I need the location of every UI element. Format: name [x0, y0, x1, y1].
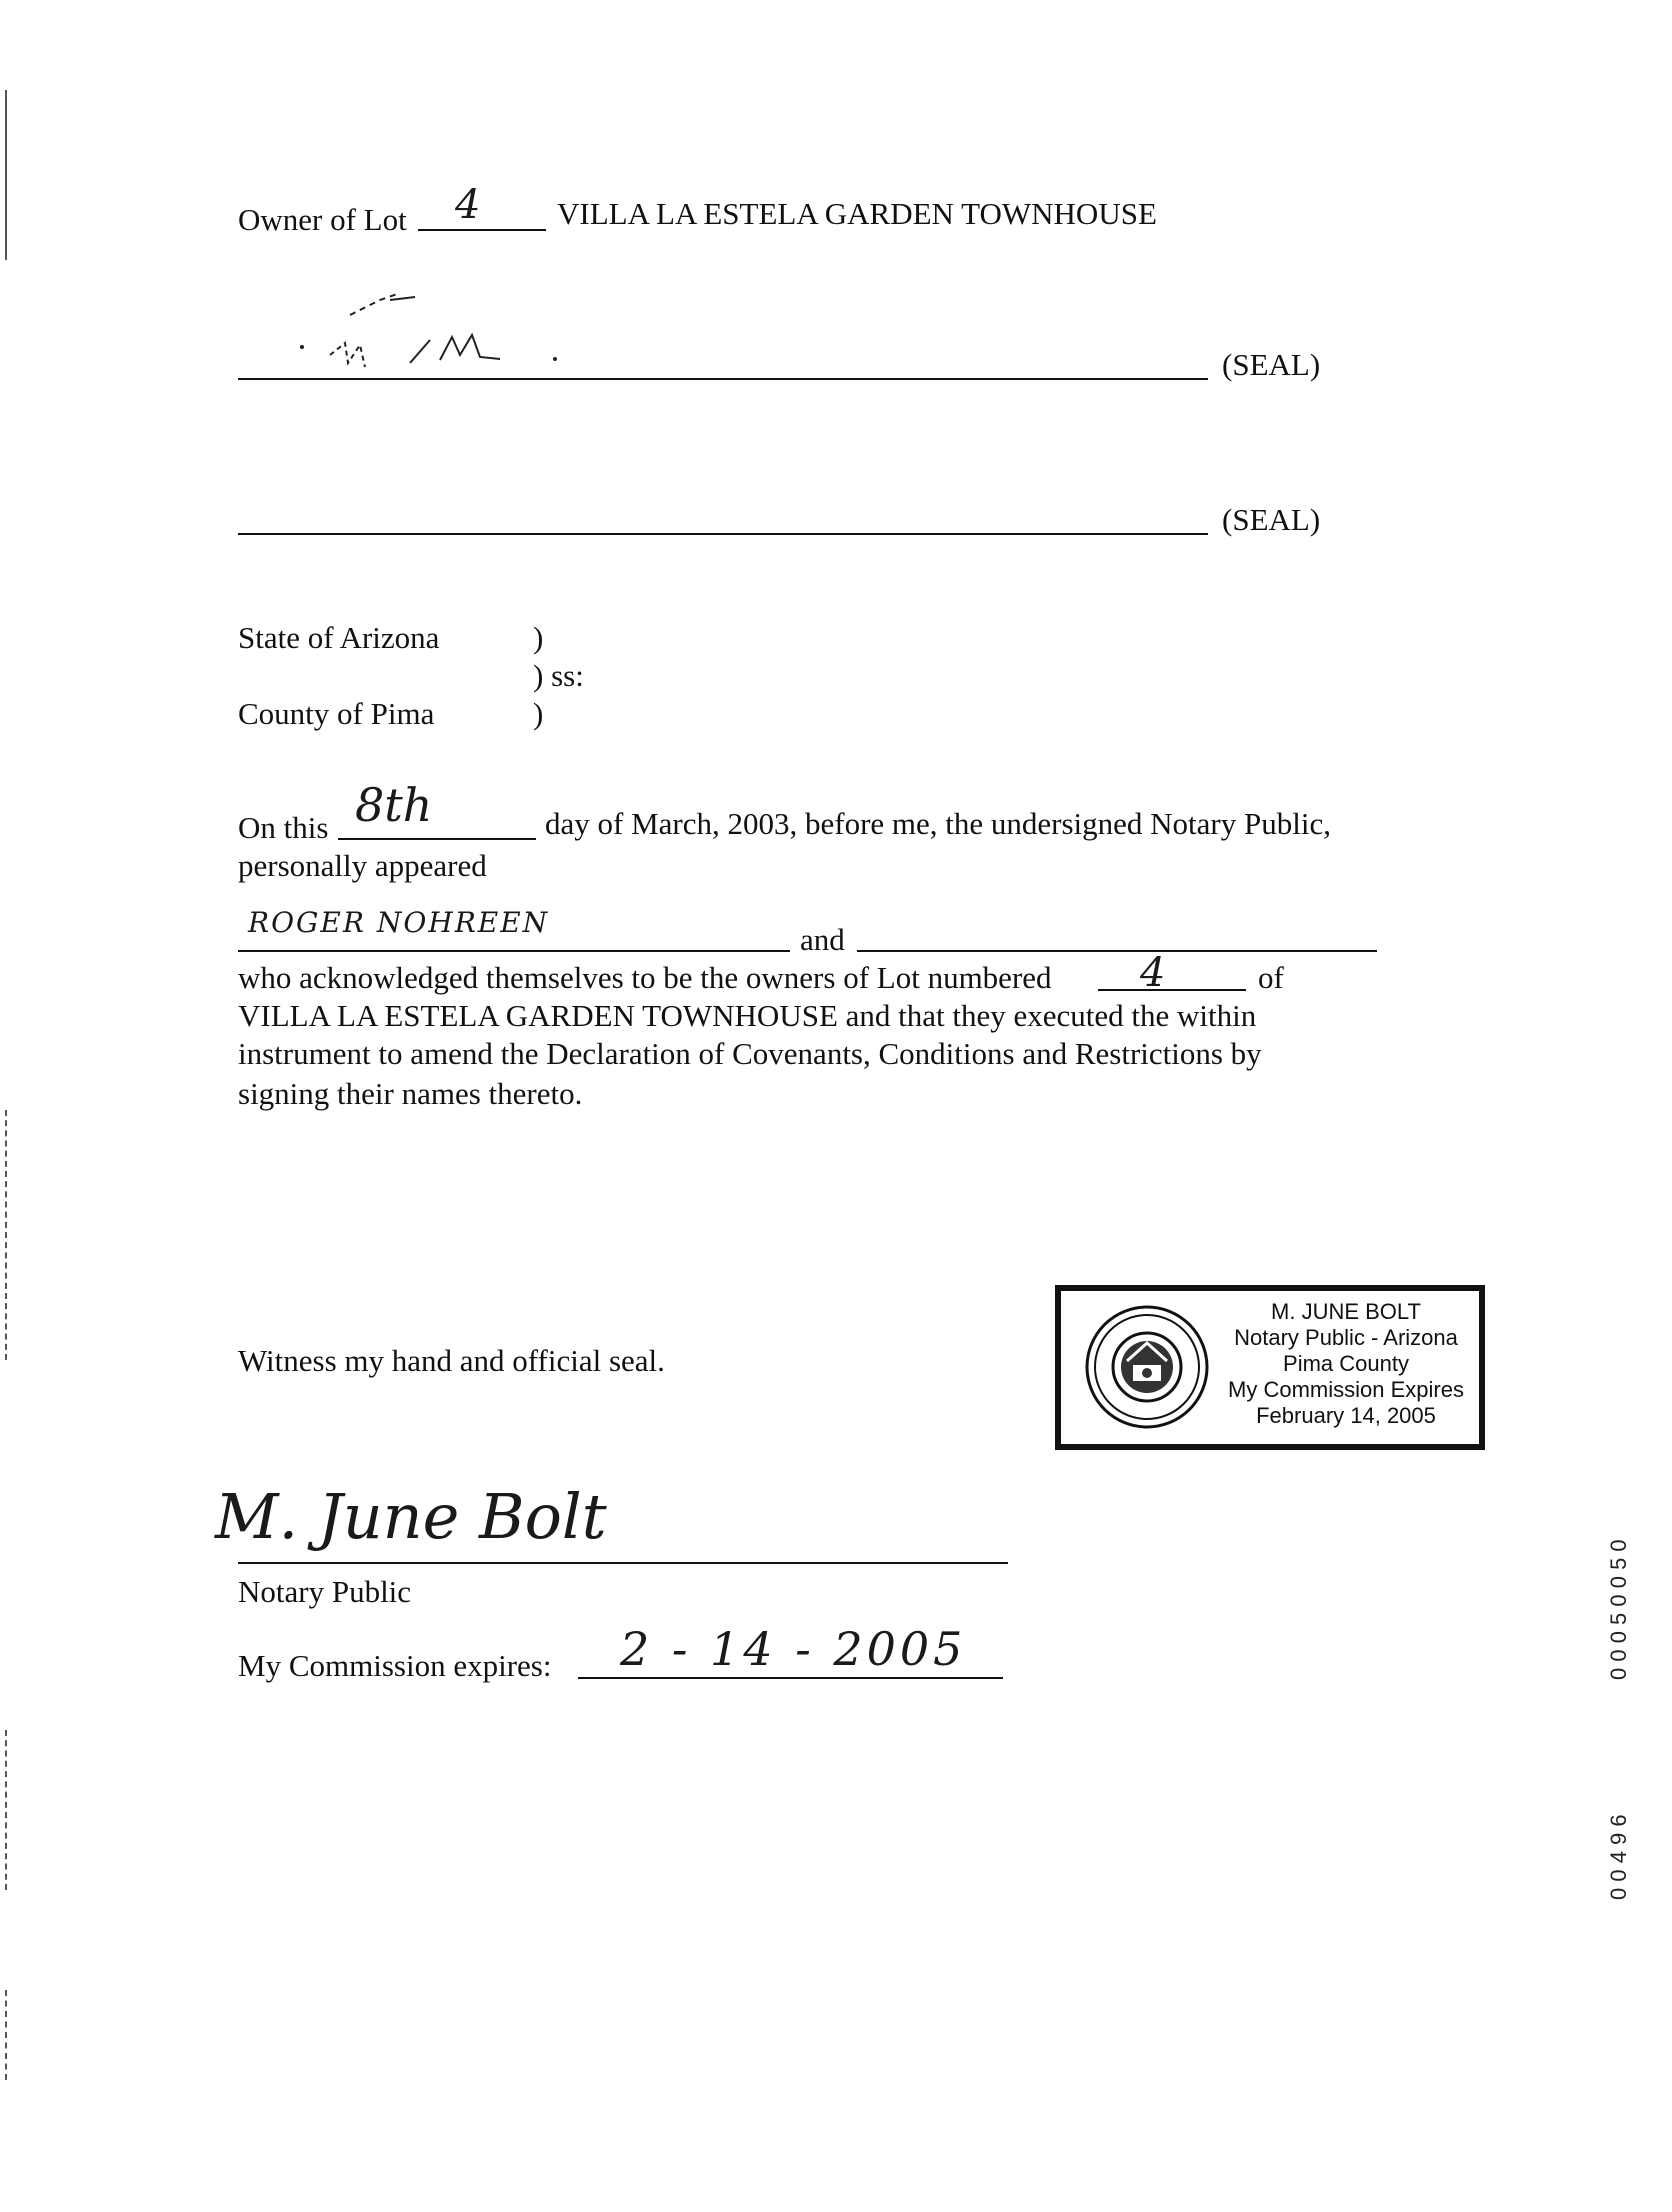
- ack-line-1-rest: day of March, 2003, before me, the undersigned Notary Public,: [545, 806, 1331, 841]
- county-label: County of Pima: [238, 696, 435, 731]
- owner-of-lot-label: Owner of Lot: [238, 202, 407, 237]
- day-line: [338, 838, 536, 840]
- scan-edge-mark: [5, 90, 7, 260]
- notary-public-label: Notary Public: [238, 1574, 412, 1609]
- ack-line-6: signing their names thereto.: [238, 1076, 583, 1111]
- commission-date-line: [578, 1677, 1003, 1679]
- owner-signature-line-1: [238, 378, 1208, 380]
- scan-edge-mark: [5, 1110, 7, 1360]
- witness-text: Witness my hand and official seal.: [238, 1343, 665, 1378]
- notary-signature-line: [238, 1562, 1008, 1564]
- seal-label-1: (SEAL): [1222, 347, 1321, 382]
- stamp-notary-name: M. JUNE BOLT: [1271, 1299, 1421, 1324]
- seal-label-2: (SEAL): [1222, 502, 1321, 537]
- state-label: State of Arizona: [238, 620, 440, 655]
- stamp-commission: My Commission Expires: [1228, 1377, 1464, 1402]
- ack-line-3-pre: who acknowledged themselves to be the owners of Lot numbered: [238, 960, 1052, 995]
- lot-number-handwritten: 4: [455, 182, 481, 228]
- and-label: and: [800, 922, 845, 957]
- ack-line-4: VILLA LA ESTELA GARDEN TOWNHOUSE and that they executed the within: [238, 998, 1257, 1033]
- stamp-county: Pima County: [1283, 1351, 1409, 1376]
- on-this-label: On this: [238, 810, 329, 845]
- lot-numbered-line: [1098, 989, 1246, 991]
- owner-signature-scribble: [290, 255, 570, 385]
- appeared-name-line-1: [238, 950, 790, 952]
- scan-edge-mark: [5, 1990, 7, 2080]
- venue-ss: ) ss:: [533, 658, 584, 693]
- venue-paren-1: ): [533, 620, 544, 655]
- margin-code-lower: 0 0 4 9 6: [1606, 1814, 1631, 1900]
- state-seal-icon: [1083, 1303, 1211, 1431]
- margin-code-upper: 0 0 0 5 0 0 5 0: [1606, 1539, 1631, 1680]
- notary-signature-handwritten: M. June Bolt: [215, 1480, 607, 1553]
- appeared-name-handwritten: ROGER NOHREEN: [248, 906, 550, 939]
- commission-date-handwritten: 2 - 14 - 2005: [620, 1622, 967, 1676]
- day-handwritten: 8th: [355, 778, 433, 832]
- owner-signature-line-2: [238, 533, 1208, 535]
- lot-number-line: [418, 229, 546, 231]
- stamp-expiry: February 14, 2005: [1256, 1403, 1436, 1428]
- ack-line-5: instrument to amend the Declaration of Covenants, Conditions and Restrictions by: [238, 1036, 1262, 1071]
- lot-numbered-handwritten: 4: [1140, 950, 1166, 996]
- scan-edge-mark: [5, 1730, 7, 1890]
- stamp-notary-title: Notary Public - Arizona: [1234, 1325, 1458, 1350]
- appeared-name-line-2: [857, 950, 1377, 952]
- commission-expires-label: My Commission expires:: [238, 1648, 552, 1683]
- ack-line-3-post: of: [1258, 960, 1284, 995]
- venue-paren-3: ): [533, 696, 544, 731]
- ack-line-2: personally appeared: [238, 848, 487, 883]
- subdivision-name: VILLA LA ESTELA GARDEN TOWNHOUSE: [557, 196, 1157, 231]
- notary-stamp: [1055, 1285, 1485, 1450]
